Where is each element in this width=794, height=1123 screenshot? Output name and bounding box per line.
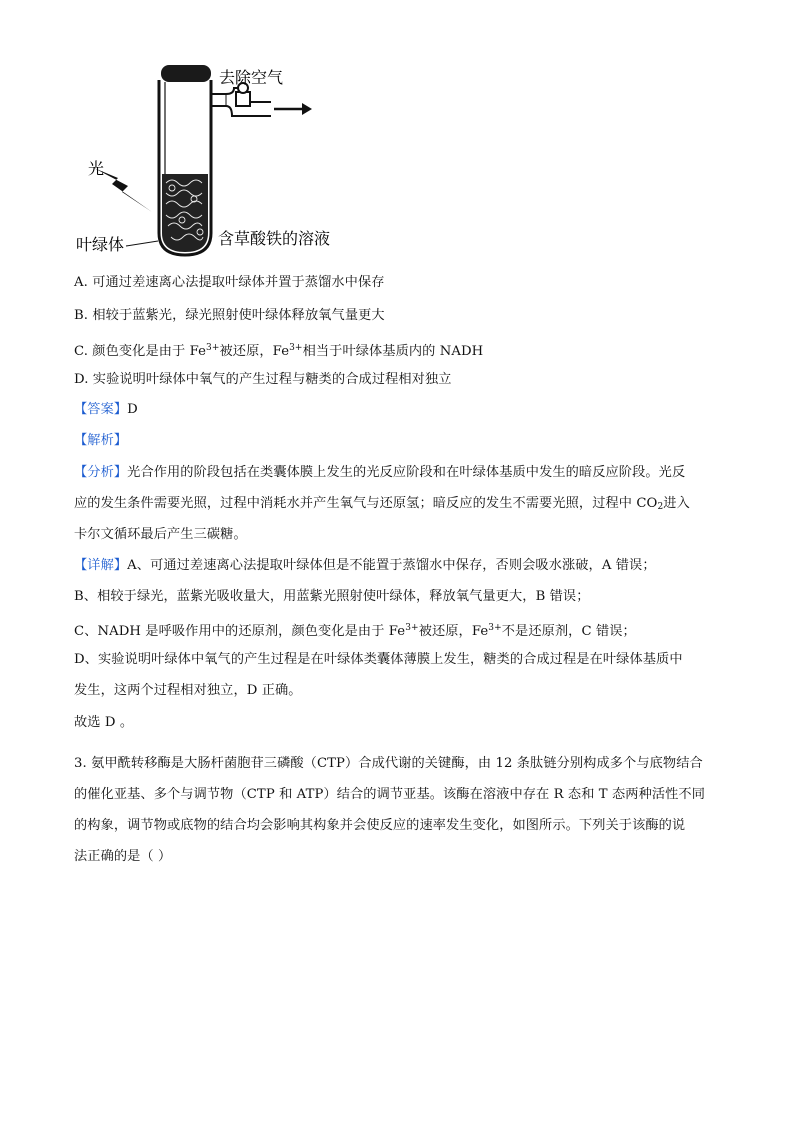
label-solution: 含草酸铁的溶液 — [218, 229, 331, 248]
detail-line-4: D、实验说明叶绿体中氧气的产生过程是在叶绿体类囊体薄膜上发生，糖类的合成过程是在叶绿体基质中 — [74, 652, 683, 667]
label-light: 光 — [88, 159, 105, 178]
stopper — [161, 65, 211, 82]
analysis-line-2: 应的发生条件需要光照，过程中消耗水并产生氧气与还原氢；暗反应的发生不需要光照，过程中 $CO_2$进入 — [74, 496, 690, 512]
valve — [236, 92, 250, 106]
experiment-figure — [76, 58, 366, 263]
option-a: A. 可通过差速离心法提取叶绿体并置于蒸馏水中保存 — [74, 275, 385, 290]
detail-line-2: B、相较于绿光，蓝紫光吸收量大，用蓝紫光照射使叶绿体，释放氧气量更大，B 错误； — [74, 589, 590, 604]
q3-line-3: 的构象，调节物或底物的结合均会影响其构象并会使反应的速率发生变化，如图所示。下列关于该酶的说 — [74, 818, 686, 833]
option-b: B. 相较于蓝紫光，绿光照射使叶绿体释放氧气量更大 — [74, 308, 385, 323]
answer-line — [74, 400, 138, 420]
label-chloroplast: 叶绿体 — [76, 235, 125, 254]
option-d: D. 实验说明叶绿体中氧气的产生过程与糖类的合成过程相对独立 — [74, 372, 452, 387]
analysis-line-3: 卡尔文循环最后产生三碳糖。 — [74, 527, 247, 542]
answer-value: D — [127, 402, 138, 417]
q3-line-2: 的催化亚基、多个与调节物（CTP 和 ATP）结合的调节亚基。该酶在溶液中存在 R 态和 T 态两种活性不同 — [74, 787, 706, 802]
conclusion: 故选 D 。 — [74, 715, 134, 730]
q3-line-1: 3. 氨甲酰转移酶是大肠杆菌胞苷三磷酸（CTP）合成代谢的关键酶，由 12 条肽链分别构成多个与底物结合 — [74, 756, 703, 771]
detail-line-1: 【详解】A、可通过差速离心法提取叶绿体但是不能置于蒸馏水中保存，否则会吸水涨破，A 错误； — [74, 558, 656, 573]
q3-line-4: 法正确的是（ ） — [74, 849, 172, 864]
analysis-line-1: 【分析】光合作用的阶段包括在类囊体膜上发生的光反应阶段和在叶绿体基质中发生的暗反应阶段。光反 — [74, 465, 686, 480]
option-c: C. 颜色变化是由于 $Fe^{3+}$被还原，$Fe^{3+}$相当于叶绿体基质内的 NADH — [74, 343, 484, 359]
answer-tag: 【答案】 — [74, 402, 128, 417]
jiexi-tag: 【解析】 — [74, 433, 128, 448]
detail-line-5: 发生，这两个过程相对独立，D 正确。 — [74, 683, 302, 698]
detail-line-3: C、NADH 是呼吸作用中的还原剂，颜色变化是由于 $Fe^{3+}$被还原，$Fe^{3+}$不是还原剂，C 错误； — [74, 623, 636, 639]
label-remove-air: 去除空气 — [219, 68, 284, 87]
